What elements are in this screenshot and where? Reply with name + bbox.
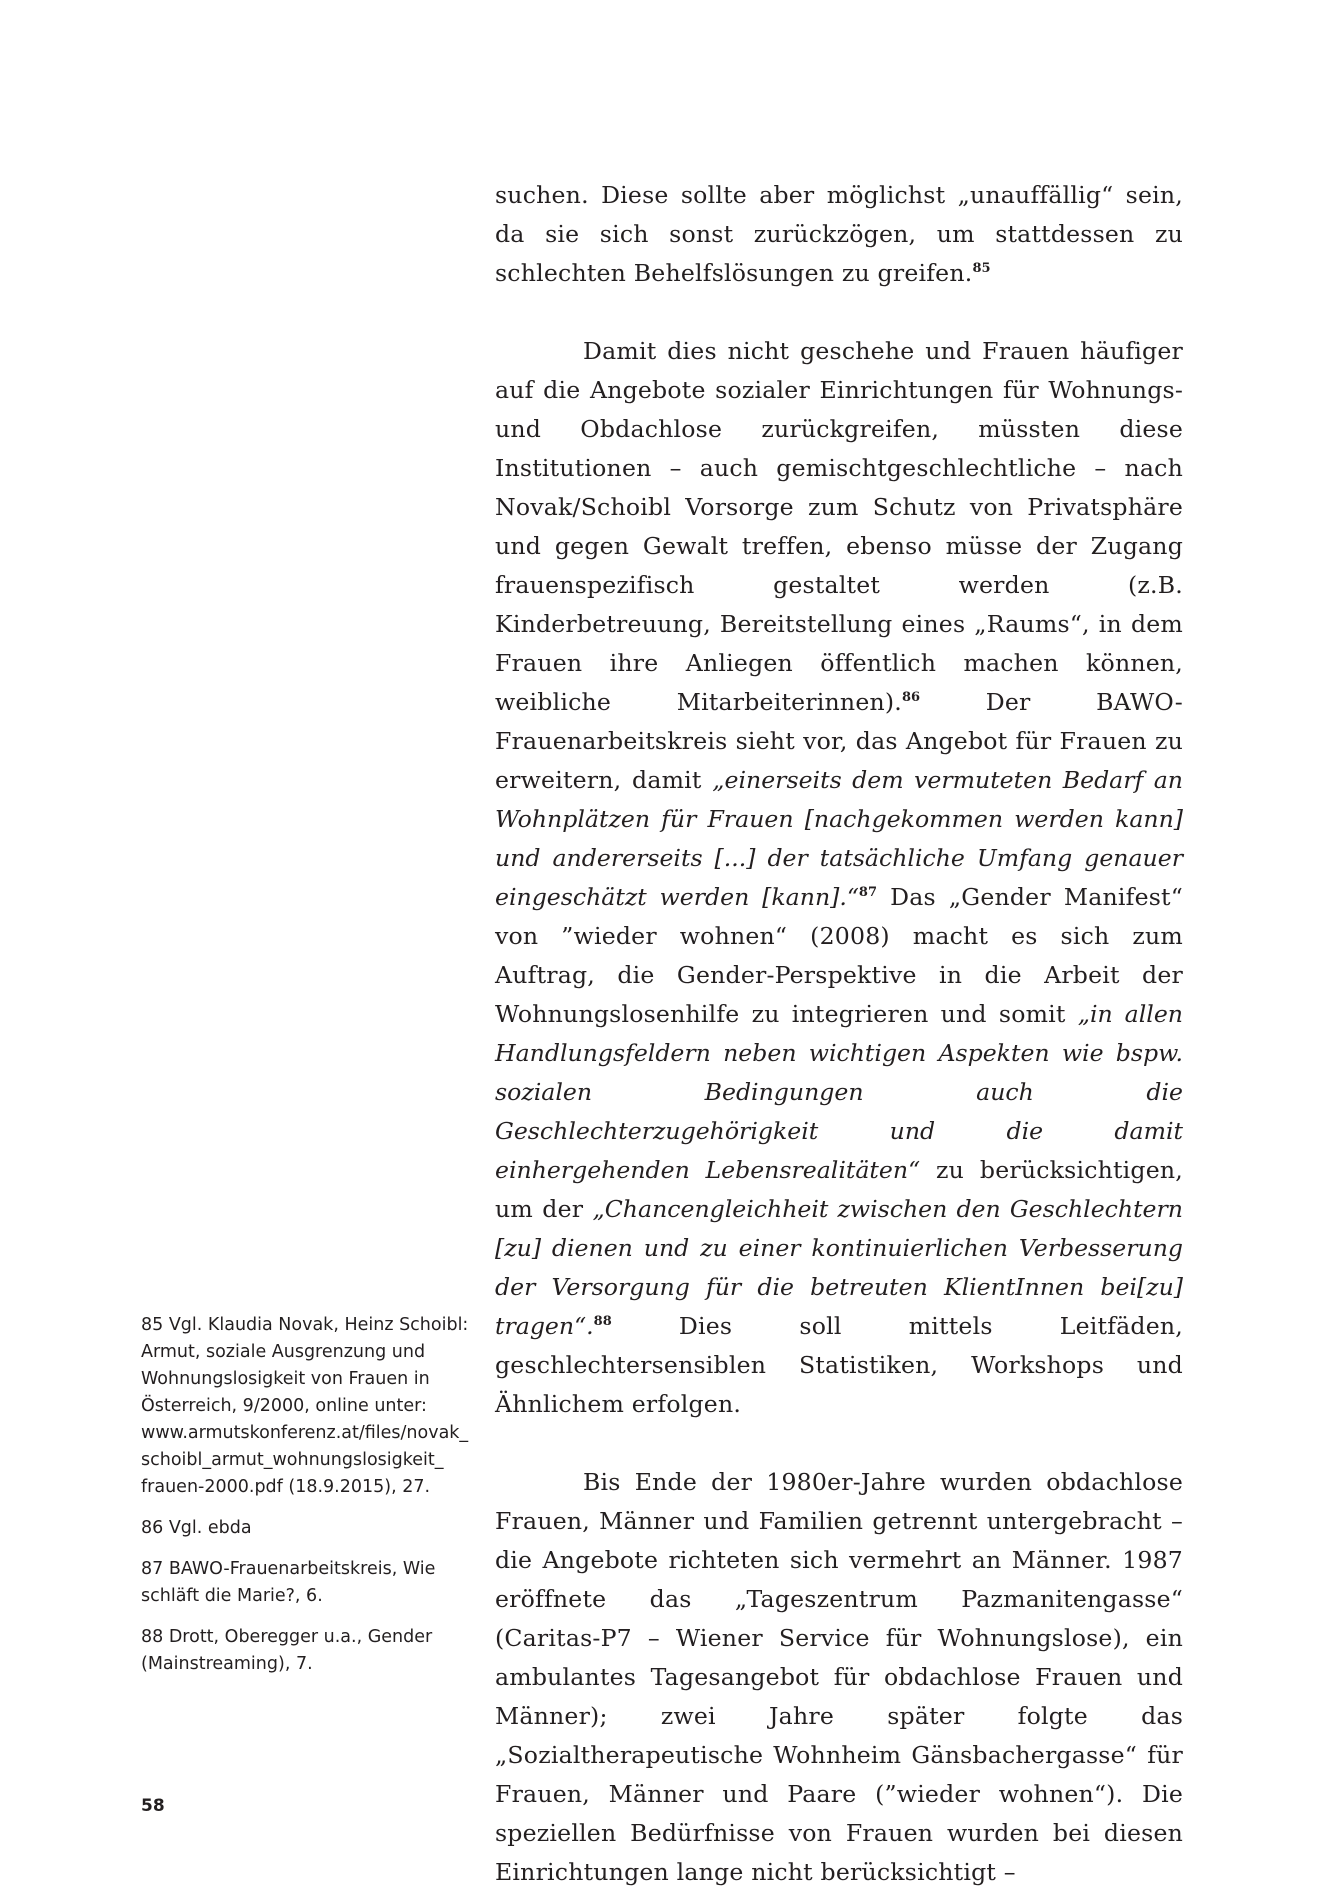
paragraph-2-text-2: Der BAWO-Frauenarbeitskreis sieht vor, das Angebot für Frauen zu erweitern, damit <box>495 688 1183 794</box>
paragraph-3 <box>495 1463 1183 1892</box>
footnote-line: Wohnungslosigkeit von Frauen in <box>141 1369 430 1389</box>
footnote-88 <box>141 1624 477 1678</box>
paragraph-2 <box>495 332 1183 1424</box>
footnote-line: 87 BAWO-Frauenarbeitskreis, Wie <box>141 1559 436 1579</box>
main-text-column <box>495 176 1183 1892</box>
footnote-ref-87: 87 <box>858 885 878 900</box>
footnotes <box>141 1312 477 1692</box>
paragraph-2-text-5: Dies soll mittels Leitfäden, geschlechtersensiblen Statistiken, Workshops und Ähnlichem erfolgen. <box>495 1312 1183 1418</box>
footnote-85 <box>141 1312 477 1501</box>
footnote-line: 86 Vgl. ebda <box>141 1518 252 1538</box>
footnote-line: schoibl_armut_wohnungslosigkeit_ <box>141 1450 444 1470</box>
quote-gender-manifest-2: „Chancengleichheit zwischen den Geschlechtern [zu] dienen und zu einer kontinuierlichen Verbesserung der Versorgung für die betreuten KlientInnen bei[zu] tragen“. <box>495 1195 1183 1340</box>
footnote-line: 88 Drott, Oberegger u.a., Gender <box>141 1627 433 1647</box>
paragraph-2-text-4: zu berücksichtigen, um der <box>495 1156 1183 1223</box>
footnote-line: 85 Vgl. Klaudia Novak, Heinz Schoibl: <box>141 1315 469 1335</box>
footnote-ref-85: 85 <box>972 261 991 276</box>
paragraph-1-text: suchen. Diese sollte aber möglichst „unauffällig“ sein, da sie sich sonst zurückzögen, um stattdessen zu schlechten Behelfslösungen zu greifen. <box>495 181 1183 287</box>
paragraph-3-text: Bis Ende der 1980er-Jahre wurden obdachlose Frauen, Männer und Familien getrennt untergebracht – die Angebote richteten sich vermehrt an Männer. 1987 eröffnete das „Tageszentrum Pazmanitengasse“ (Caritas-P7 – Wiener Service für Wohnungslose), ein ambulantes Tagesangebot für obdachlose Frauen und Männer); zwei Jahre später folgte das „Sozialtherapeutische Wohnheim Gänsbachergasse“ für Frauen, Männer und Paare (”wieder wohnen“). Die speziellen Bedürfnisse von Frauen wurden bei diesen Einrichtungen lange nicht berücksichtigt – <box>495 1468 1183 1886</box>
footnote-ref-88: 88 <box>593 1314 612 1329</box>
footnote-ref-86: 86 <box>901 690 921 705</box>
paragraph-2-text-1: Damit dies nicht geschehe und Frauen häufiger auf die Angebote sozialer Einrichtungen für Wohnungs- und Obdachlose zurückgreifen, müssten diese Institutionen – auch gemischtgeschlechtliche – nach Novak/Schoibl Vorsorge zum Schutz von Privatsphäre und gegen Gewalt treffen, ebenso müsse der Zugang frauenspezifisch gestaltet werden (z.B. Kinderbetreuung, Bereitstellung eines „Raums“, in dem Frauen ihre Anliegen öffentlich machen können, weibliche Mitarbeiterinnen). <box>495 337 1183 716</box>
quote-bawo: „einerseits dem vermuteten Bedarf an Wohnplätzen für Frauen [nachgekommen werden kann] und andererseits [...] der tatsächliche Umfang genauer eingeschätzt werden [kann].“ <box>495 766 1183 911</box>
footnote-line: (Mainstreaming), 7. <box>141 1654 313 1674</box>
quote-gender-manifest-1: „in allen Handlungsfeldern neben wichtigen Aspekten wie bspw. sozialen Bedingungen auch die Geschlechterzugehörigkeit und die damit einhergehenden Lebensrealitäten“ <box>495 1000 1183 1184</box>
paragraph-1 <box>495 176 1183 293</box>
footnote-line: Armut, soziale Ausgrenzung und <box>141 1342 426 1362</box>
footnote-line: www.armutskonferenz.at/files/novak_ <box>141 1423 469 1443</box>
paragraph-2-text-3: Das „Gender Manifest“ von ”wieder wohnen“ (2008) macht es sich zum Auftrag, die Gender-Perspektive in die Arbeit der Wohnungslosenhilfe zu integrieren und somit <box>495 883 1183 1028</box>
footnote-line: Österreich, 9/2000, online unter: <box>141 1396 427 1416</box>
footnote-86 <box>141 1515 477 1542</box>
footnote-87 <box>141 1556 477 1610</box>
page-number: 58 <box>141 1796 165 1816</box>
footnote-line: frauen-2000.pdf (18.9.2015), 27. <box>141 1477 431 1497</box>
footnote-line: schläft die Marie?, 6. <box>141 1586 323 1606</box>
